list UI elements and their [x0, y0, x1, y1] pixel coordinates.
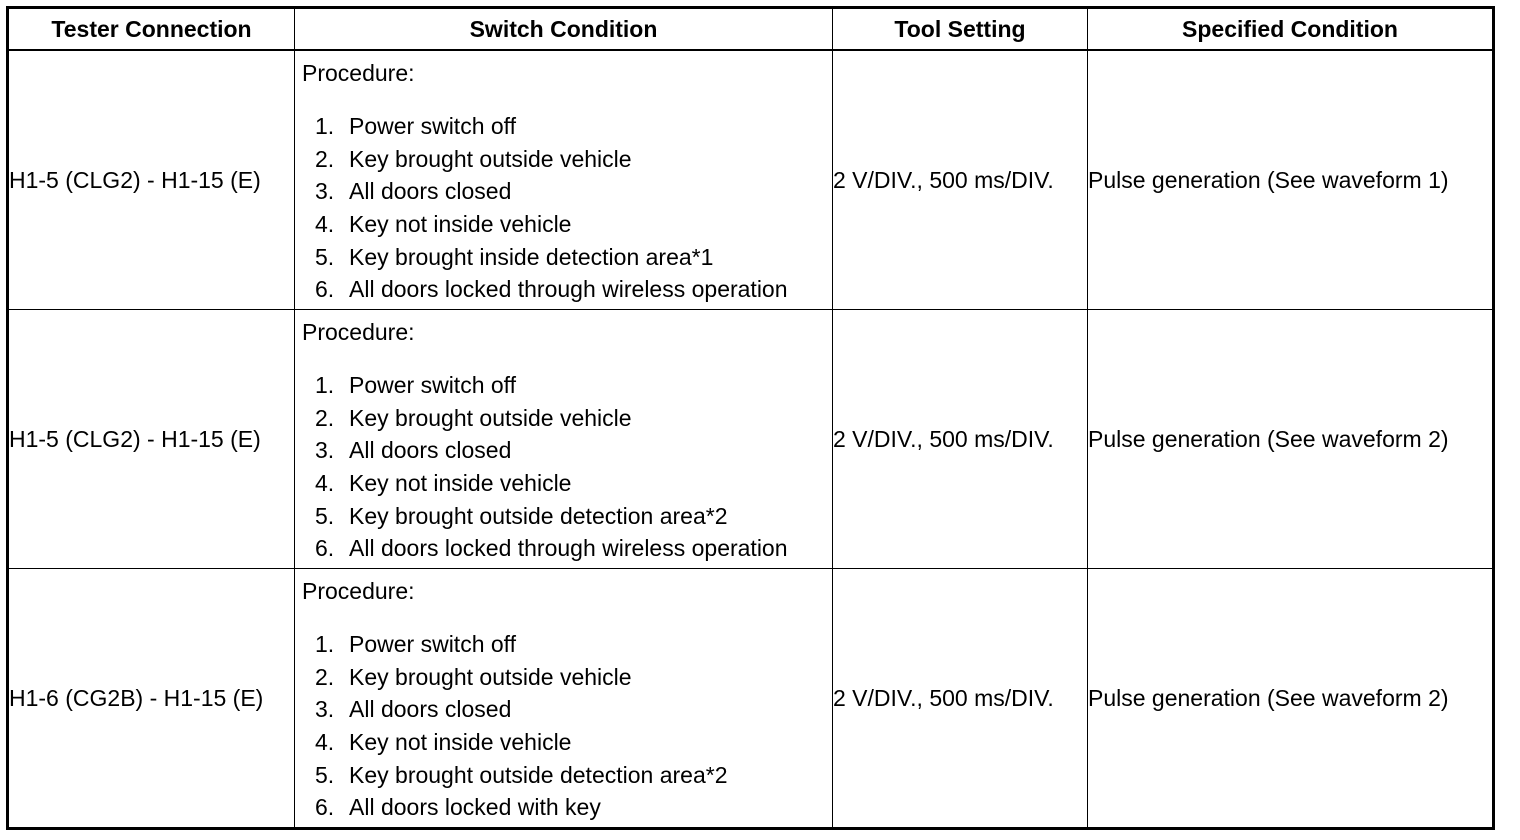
step-text: Key not inside vehicle	[349, 729, 572, 756]
step-number: 6.	[315, 535, 335, 562]
header-row	[8, 8, 1494, 51]
procedure-steps	[295, 369, 832, 565]
procedure-step	[295, 726, 832, 759]
tester-connection-cell: H1-6 (CG2B) - H1-15 (E)	[8, 569, 295, 829]
step-number: 4.	[315, 211, 335, 238]
procedure-label: Procedure:	[302, 578, 415, 604]
procedure-label: Procedure:	[302, 60, 415, 86]
step-number: 3.	[315, 696, 335, 723]
step-number: 3.	[315, 178, 335, 205]
header-specified-condition: Specified Condition	[1088, 8, 1494, 51]
table-row	[8, 569, 1494, 829]
specified-condition-cell: Pulse generation (See waveform 2)	[1088, 310, 1494, 569]
tester-connection-cell: H1-5 (CLG2) - H1-15 (E)	[8, 310, 295, 569]
step-text: All doors closed	[349, 696, 512, 723]
step-number: 6.	[315, 794, 335, 821]
procedure-step	[295, 369, 832, 402]
procedure-step	[295, 175, 832, 208]
step-text: Key brought outside vehicle	[349, 663, 632, 690]
step-text: Key brought outside vehicle	[349, 404, 632, 431]
step-text: Key not inside vehicle	[349, 211, 572, 238]
step-number: 2.	[315, 663, 335, 690]
step-number: 5.	[315, 761, 335, 788]
tool-setting-cell: 2 V/DIV., 500 ms/DIV.	[833, 569, 1088, 829]
procedure-step	[295, 143, 832, 176]
procedure-label: Procedure:	[302, 319, 415, 345]
procedure-step	[295, 532, 832, 565]
procedure-step	[295, 500, 832, 533]
step-text: All doors locked through wireless operation	[349, 276, 788, 303]
step-text: All doors locked with key	[349, 794, 601, 821]
step-number: 1.	[315, 113, 335, 139]
step-number: 6.	[315, 276, 335, 303]
switch-condition-cell	[295, 310, 833, 569]
procedure-step	[295, 661, 832, 694]
step-text: Key brought outside vehicle	[349, 145, 632, 172]
step-text: Power switch off	[349, 113, 517, 139]
step-text: All doors closed	[349, 437, 512, 464]
step-number: 2.	[315, 145, 335, 172]
procedure-step	[295, 759, 832, 792]
procedure-steps	[295, 628, 832, 824]
table-row	[8, 50, 1494, 310]
step-number: 5.	[315, 243, 335, 270]
procedure-step	[295, 467, 832, 500]
procedure-step	[295, 628, 832, 661]
procedure-step	[295, 693, 832, 726]
step-text: Power switch off	[349, 372, 517, 398]
tool-setting-cell: 2 V/DIV., 500 ms/DIV.	[833, 310, 1088, 569]
switch-condition-cell	[295, 569, 833, 829]
procedure-step	[295, 208, 832, 241]
specified-condition-cell: Pulse generation (See waveform 1)	[1088, 50, 1494, 310]
inspection-table	[6, 6, 1495, 830]
table-row	[8, 310, 1494, 569]
step-number: 4.	[315, 470, 335, 497]
step-number: 4.	[315, 729, 335, 756]
step-text: Key brought outside detection area*2	[349, 761, 728, 788]
procedure-step	[295, 402, 832, 435]
header-switch-condition: Switch Condition	[295, 8, 833, 51]
procedure-step	[295, 434, 832, 467]
tool-setting-cell: 2 V/DIV., 500 ms/DIV.	[833, 50, 1088, 310]
step-text: Key brought inside detection area*1	[349, 243, 714, 270]
procedure-step	[295, 273, 832, 306]
specified-condition-cell: Pulse generation (See waveform 2)	[1088, 569, 1494, 829]
step-number: 2.	[315, 404, 335, 431]
procedure-steps	[295, 110, 832, 306]
tester-connection-cell: H1-5 (CLG2) - H1-15 (E)	[8, 50, 295, 310]
header-tester-connection: Tester Connection	[8, 8, 295, 51]
header-tool-setting: Tool Setting	[833, 8, 1088, 51]
step-text: All doors locked through wireless operation	[349, 535, 788, 562]
procedure-step	[295, 791, 832, 824]
step-number: 3.	[315, 437, 335, 464]
step-text: Key brought outside detection area*2	[349, 502, 728, 529]
procedure-step	[295, 110, 832, 143]
step-text: Key not inside vehicle	[349, 470, 572, 497]
step-number: 1.	[315, 631, 335, 657]
step-number: 5.	[315, 502, 335, 529]
step-number: 1.	[315, 372, 335, 398]
procedure-step	[295, 241, 832, 274]
switch-condition-cell	[295, 50, 833, 310]
step-text: Power switch off	[349, 631, 517, 657]
step-text: All doors closed	[349, 178, 512, 205]
